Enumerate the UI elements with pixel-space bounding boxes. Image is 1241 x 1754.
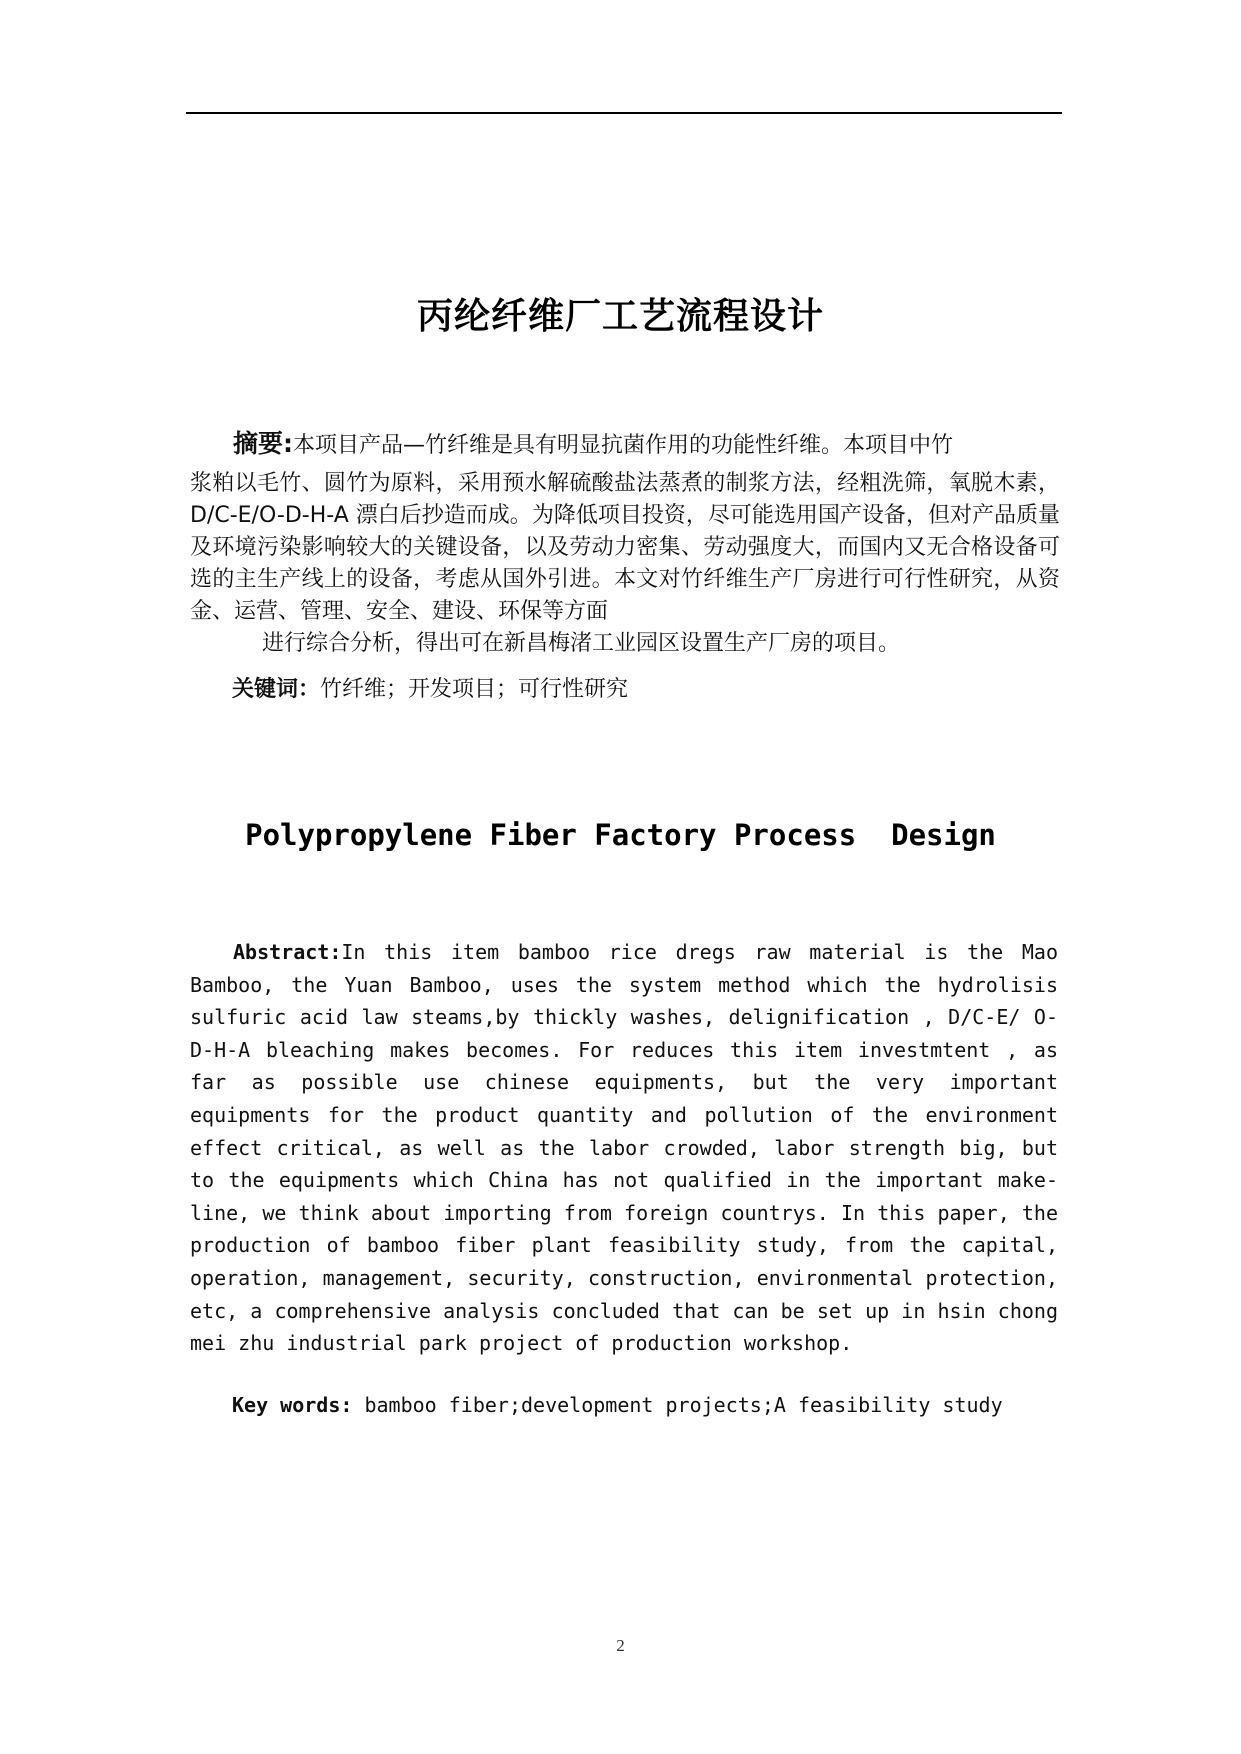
- english-abstract-text: In this item bamboo rice dregs raw material is the Mao Bamboo, the Yuan Bamboo, uses the system method which the hydrolisis sulfuric acid law steams,by thickly washes, delignification , D/C-E/ O-D-H-A bleaching makes becomes. For reduces this item investmtent , as far as possible use chinese equipments, but the very important equipments for the product quantity and pollution of the environment effect critical, as well as the labor crowded, labor strength big, but to the equipments which China has not qualified in the important make-line, we think about importing from foreign countrys. In this paper, the production of bamboo fiber plant feasibility study, from the capital, operation, management, security, construction, environmental protection, etc, a comprehensive analysis concluded that can be set up in hsin chong mei zhu industrial park project of production workshop.: [190, 940, 1058, 1356]
- chinese-abstract-last-line: 进行综合分析，得出可在新昌梅渚工业园区设置生产厂房的项目。: [262, 631, 901, 656]
- chinese-keywords-text: 竹纤维；开发项目；可行性研究: [320, 677, 629, 702]
- page-number: 2: [616, 1636, 625, 1655]
- english-keywords: [232, 1393, 1003, 1417]
- english-keywords-text: bamboo fiber;development projects;A feasibility study: [352, 1393, 1003, 1417]
- chinese-abstract-label: 摘要:: [233, 429, 293, 458]
- chinese-title: 丙纶纤维厂工艺流程设计: [416, 296, 824, 337]
- english-abstract-label: Abstract:: [233, 940, 342, 964]
- chinese-abstract-first-text: 本项目产品—竹纤维是具有明显抗菌作用的功能性纤维。本项目中竹: [293, 433, 954, 458]
- header-rule: [186, 112, 1062, 114]
- chinese-abstract: [190, 428, 1060, 660]
- chinese-keywords: [232, 672, 628, 703]
- english-title: Polypropylene Fiber Factory Process Design: [245, 818, 996, 852]
- english-abstract: [190, 936, 1058, 1360]
- english-abstract-paragraph: [190, 936, 1058, 1360]
- chinese-keywords-label: 关键词：: [232, 677, 321, 702]
- english-keywords-label: Key words:: [232, 1393, 353, 1417]
- chinese-abstract-first-line: [190, 428, 1060, 462]
- chinese-abstract-body: 浆粕以毛竹、圆竹为原料，采用预水解硫酸盐法蒸煮的制浆方法，经粗洗筛，氧脱木素，D/C-E/O-D-H-A 漂白后抄造而成。为降低项目投资，尽可能选用国产设备，但对产品质量及环境污染影响较大的关键设备，以及劳动力密集、劳动强度大，而国内又无合格设备可选的主生产线上的设备，考虑从国外引进。本文对竹纤维生产厂房进行可行性研究，从资金、运营、管理、安全、建设、环保等方面: [190, 471, 1060, 624]
